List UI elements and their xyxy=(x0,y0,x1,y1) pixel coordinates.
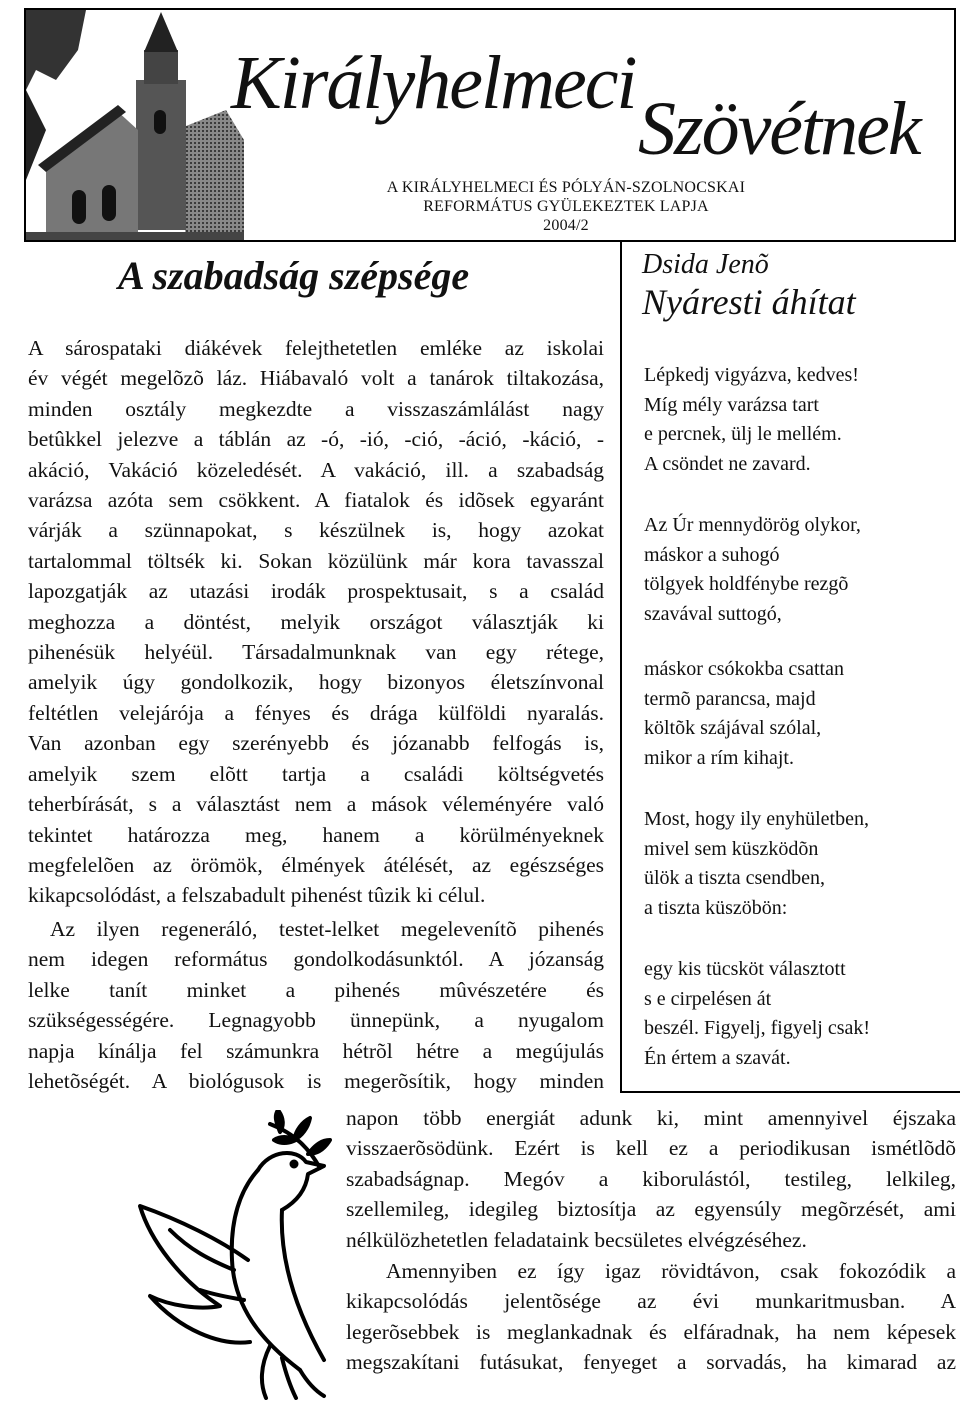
text-line: szellemileg, idegileg biztosítja az egyensúly megõrzését, ami xyxy=(346,1197,956,1222)
dove-icon xyxy=(110,1110,340,1400)
poem-line: Lépkedj vigyázva, kedves! xyxy=(644,364,859,386)
text-line: év végét megelõzõ láz. Hiábavaló volt a tanárok tiltakozása, xyxy=(28,366,604,391)
text-line: teherbírását, s a választást nem a mások véleményére való xyxy=(28,792,604,817)
article-headline: A szabadság szépsége xyxy=(118,253,470,298)
text-line: kikapcsolódás jelentõsége az évi munkaritmusban. A xyxy=(346,1289,956,1314)
text-line: kikapcsolódást, a felszabadult pihenést tûzik ki célul. xyxy=(28,883,486,908)
poem-stanza-2 xyxy=(644,511,861,629)
poem-title: Nyáresti áhítat xyxy=(642,282,856,322)
text-line: Az ilyen regeneráló, testet-lelket megelevenítõ pihenés xyxy=(50,917,604,941)
poem-line: s e cirpelésen át xyxy=(644,987,772,1010)
poem-line: egy kis tücsköt választott xyxy=(644,958,846,980)
masthead xyxy=(24,8,956,242)
subtitle-line1: A KIRÁLYHELMECI ÉS PÓLYÁN-SZOLNOCSKAI xyxy=(386,179,746,196)
article-paragraph-4 xyxy=(346,1256,956,1378)
text-line: nélkülözhetetlen feladataink becsületes elvégzéséhez. xyxy=(346,1227,807,1252)
text-line: napon több energiát adunk ki, mint amennyivel éjszaka xyxy=(346,1106,956,1130)
text-line: nem idegen református gondolkodásunktól. A józanság xyxy=(28,947,604,972)
masthead-title-line2: Szövétnek xyxy=(638,87,920,171)
text-line: feltétlen velejárója a fényes és drága külföldi nyaralás. xyxy=(28,700,604,725)
poem-line: termõ parancsa, majd xyxy=(644,687,816,710)
poem-line: Míg mély varázsa tart xyxy=(644,393,819,416)
poem-line: szavával suttogó, xyxy=(644,602,782,625)
text-line: lehetõségét. A biológusok is megerõsítik, hogy minden xyxy=(28,1069,604,1094)
text-line: megszakítani futásukat, fenyeget a sorvadás, ha kimarad az xyxy=(346,1350,956,1375)
text-line: visszaerõsödünk. Ezért is kell ez a periodikusan ismétlõdõ xyxy=(346,1136,956,1161)
text-line: tekintet határozza meg, hanem a körülményeknek xyxy=(28,822,604,847)
poem-line: Én értem a szavát. xyxy=(644,1046,791,1069)
text-line: varázsa azóta sem csökkent. A fiatalok és idõsek egyaránt xyxy=(28,488,604,513)
poem-stanza-4 xyxy=(644,805,869,923)
church-photo xyxy=(26,10,244,240)
text-line: amelyik úgy gondolkozik, hogy bizonyos életszínvonal xyxy=(28,670,604,695)
text-line: Van azonban egy szerényebb és józanabb felfogás is, xyxy=(28,731,604,756)
poem-stanza-1 xyxy=(644,361,859,479)
text-line: szabadságnap. Megóv a kiborulástól, testileg, lelkileg, xyxy=(346,1166,956,1191)
article-paragraph-3 xyxy=(346,1103,956,1255)
text-line: tartalommal töltsék ki. Sokan közülünk már kora tavasszal xyxy=(28,548,604,573)
poem-line: költõk szájával szólal, xyxy=(644,717,822,739)
text-line: várják a szünnapokat, s készülnek is, hogy azokat xyxy=(28,518,604,543)
text-line: amelyik szem elõtt tartja a családi költségvetés xyxy=(28,761,604,786)
poem-line: ülök a tiszta csendben, xyxy=(644,867,826,889)
text-line: A sárospataki diákévek felejthetetlen emléke az iskolai xyxy=(28,336,604,360)
poem-line: mikor a rím kihajt. xyxy=(644,746,794,769)
article-paragraph-2 xyxy=(28,914,604,1096)
poem-stanza-5 xyxy=(644,955,870,1073)
text-line: pihenésük helyéül. Társadalmunknak van egy rétege, xyxy=(28,640,604,665)
text-line: minden osztály megkezdte a visszaszámlálást nagy xyxy=(28,396,604,421)
text-line: akáció, Vakáció közeledését. A vakáció, ill. a szabadság xyxy=(28,457,604,482)
poem-line: Az Úr mennydörög olykor, xyxy=(644,514,861,536)
article-paragraph-1 xyxy=(28,333,604,911)
poem-line: A csöndet ne zavard. xyxy=(644,452,811,475)
text-line: megfelelõen az örömök, élmények átélését, az egészséges xyxy=(28,852,604,877)
text-line: Amennyiben ez így igaz rövidtávon, csak fokozódik a xyxy=(386,1259,956,1283)
poem-line: tölgyek holdfénybe rezgõ xyxy=(644,573,849,595)
text-line: napja kínálja fel számunkra hétrõl hétre a megújulás xyxy=(28,1038,604,1063)
text-line: szükségességére. Legnagyobb ünnepünk, a nyugalom xyxy=(28,1008,604,1033)
poem-box xyxy=(620,241,960,1093)
poem-author: Dsida Jenõ xyxy=(642,249,769,280)
poem-line: Most, hogy ily enyhületben, xyxy=(644,808,869,830)
text-line: legerõsebbek is meglankadnak és elfáradnak, ha nem képesek xyxy=(346,1319,956,1344)
subtitle-line2: REFORMÁTUS GYÜLEKEZTEK LAPJA xyxy=(423,198,709,215)
text-line: meghozza a döntést, melyik országot választják ki xyxy=(28,609,604,634)
masthead-title-line1: Királyhelmeci xyxy=(231,41,636,125)
poem-line: máskor csókokba csattan xyxy=(644,658,844,680)
text-line: lapozgatják az utazási irodák prospektusait, s a család xyxy=(28,579,604,604)
text-line: lelke tanít minket a pihenés mûvészetére és xyxy=(28,977,604,1002)
poem-line: a tiszta küszöbön: xyxy=(644,896,788,919)
text-line: betûkkel jelezve a táblán az -ó, -ió, -ció, -áció, -káció, - xyxy=(28,427,604,452)
masthead-subtitle xyxy=(366,178,766,235)
poem-line: máskor a suhogó xyxy=(644,543,780,566)
poem-line: beszél. Figyelj, figyelj csak! xyxy=(644,1017,871,1039)
issue-number: 2004/2 xyxy=(543,217,589,234)
poem-stanza-3 xyxy=(644,655,844,773)
poem-line: mivel sem küszködõn xyxy=(644,837,819,860)
poem-line: e percnek, ülj le mellém. xyxy=(644,423,842,445)
